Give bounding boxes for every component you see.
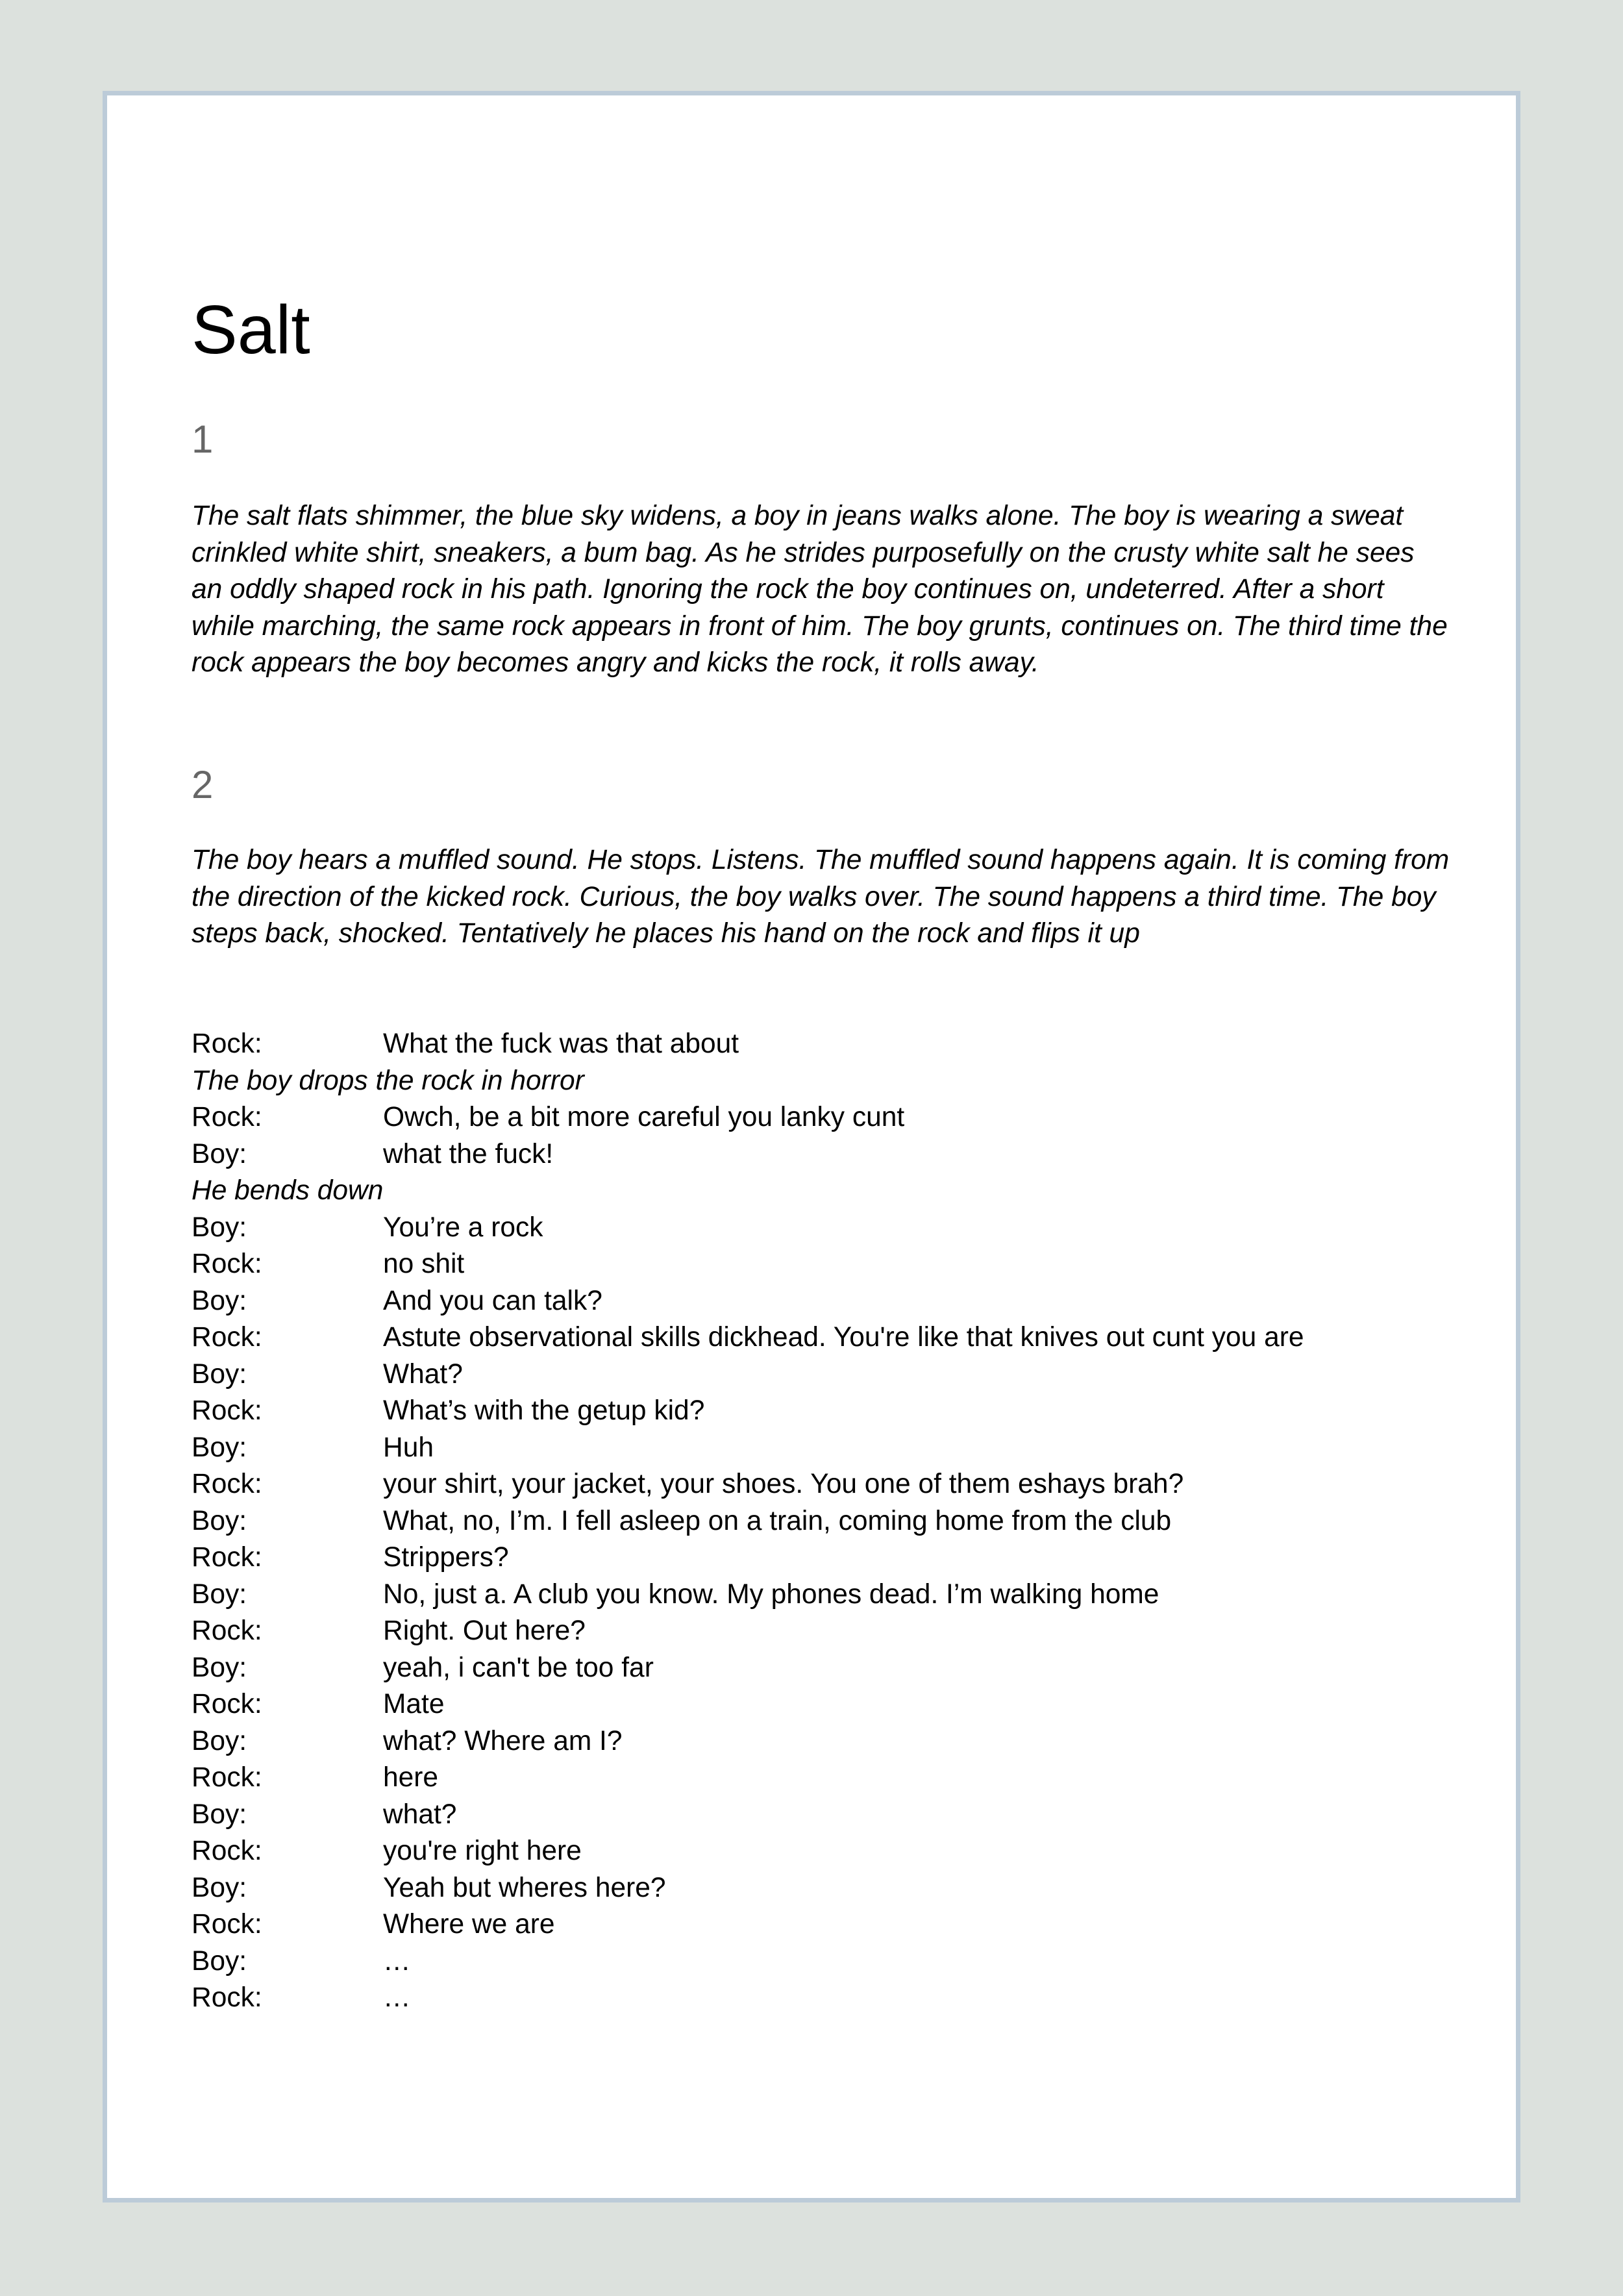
speech-text: here (383, 1762, 439, 1793)
stage-direction (192, 1063, 1451, 1100)
dialogue-line (192, 1393, 1451, 1430)
scene-number-2: 2 (192, 763, 214, 806)
dialogue-line (192, 1577, 1451, 1614)
dialogue-line (192, 1319, 1451, 1356)
dialogue-line (192, 1943, 1451, 1980)
dialogue-line (192, 1980, 1451, 2017)
dialogue-list (192, 1026, 1451, 2017)
speaker-name: Rock: (192, 1102, 262, 1132)
dialogue-line (192, 1356, 1451, 1393)
dialogue-line (192, 1906, 1451, 1943)
stage-direction-text: He bends down (192, 1175, 384, 1206)
speaker-name: Boy: (192, 1505, 247, 1536)
speaker-name: Boy: (192, 1799, 247, 1830)
dialogue-line (192, 1430, 1451, 1467)
dialogue-line (192, 1210, 1451, 1247)
speech-text: Huh (383, 1432, 434, 1463)
speaker-name: Rock: (192, 1909, 262, 1940)
speaker-name: Boy: (192, 1138, 247, 1169)
dialogue-line (192, 1760, 1451, 1797)
dialogue-line (192, 1723, 1451, 1760)
speech-text: Owch, be a bit more careful you lanky cunt (383, 1102, 905, 1132)
speech-text: Where we are (383, 1909, 555, 1940)
speaker-name: Boy: (192, 1872, 247, 1903)
dialogue-line (192, 1650, 1451, 1687)
speaker-name: Boy: (192, 1432, 247, 1463)
scene-1-paragraph: The salt flats shimmer, the blue sky widens, a boy in jeans walks alone. The boy is wearing a sweat crinkled white shirt, sneakers, a bum bag. As he strides purposefully on the crusty white salt he sees an oddly shaped rock in his path. Ignoring the rock the boy continues on, undeterred. After a short while marching, the same rock appears in front of him. The boy grunts, continues on. The third time the rock appears the boy becomes angry and kicks the rock, it rolls away. (192, 501, 1448, 678)
speaker-name: Boy: (192, 1725, 247, 1756)
speech-text: what the fuck! (383, 1138, 554, 1169)
dialogue-line (192, 1246, 1451, 1283)
dialogue-line (192, 1466, 1451, 1503)
speech-text: Mate (383, 1689, 445, 1719)
speech-text: What? (383, 1358, 463, 1390)
speech-text: What, no, I’m. I fell asleep on a train, coming home from the club (383, 1505, 1172, 1536)
speaker-name: Rock: (192, 1762, 262, 1793)
scene-number-1: 1 (192, 418, 214, 461)
speech-text: What’s with the getup kid? (383, 1395, 705, 1426)
dialogue-line (192, 1833, 1451, 1870)
speech-text: You’re a rock (383, 1212, 543, 1243)
speech-text: Right. Out here? (383, 1616, 586, 1646)
speech-text: yeah, i can't be too far (383, 1652, 654, 1683)
speech-text: … (383, 1945, 411, 1977)
speech-text: No, just a. A club you know. My phones dead. I’m walking home (383, 1578, 1159, 1610)
speaker-name: Boy: (192, 1945, 247, 1977)
stage-direction-text: The boy drops the rock in horror (192, 1065, 584, 1096)
document-page (103, 91, 1520, 2202)
speaker-name: Rock: (192, 1322, 262, 1353)
speaker-name: Rock: (192, 1249, 262, 1279)
dialogue-line (192, 1099, 1451, 1136)
dialogue-line (192, 1503, 1451, 1540)
speech-text: Yeah but wheres here? (383, 1872, 666, 1903)
speaker-name: Boy: (192, 1285, 247, 1316)
speaker-name: Rock: (192, 1469, 262, 1499)
speech-text: … (383, 1982, 411, 2013)
scene-2-paragraph: The boy hears a muffled sound. He stops. Listens. The muffled sound happens again. It is coming from the direction of the kicked rock. Curious, the boy walks over. The sound happens a third time. The boy steps back, shocked. Tentatively he places his hand on the rock and flips it up (192, 845, 1450, 949)
dialogue-line (192, 1283, 1451, 1320)
speaker-name: Boy: (192, 1652, 247, 1683)
speaker-name: Rock: (192, 1982, 262, 2013)
speaker-name: Rock: (192, 1542, 262, 1573)
dialogue-line (192, 1686, 1451, 1723)
speech-text: And you can talk? (383, 1285, 602, 1316)
speech-text: you're right here (383, 1836, 582, 1866)
speaker-name: Boy: (192, 1358, 247, 1390)
speaker-name: Rock: (192, 1689, 262, 1719)
speech-text: no shit (383, 1249, 465, 1279)
speech-text: Strippers? (383, 1542, 509, 1573)
speech-text: Astute observational skills dickhead. You're like that knives out cunt you are (383, 1322, 1304, 1353)
dialogue-line (192, 1026, 1451, 1063)
speaker-name: Boy: (192, 1212, 247, 1243)
dialogue-line (192, 1136, 1451, 1173)
dialogue-line (192, 1540, 1451, 1577)
speaker-name: Boy: (192, 1578, 247, 1610)
stage-direction (192, 1173, 1451, 1210)
speaker-name: Rock: (192, 1029, 262, 1059)
speech-text: what? (383, 1799, 457, 1830)
speech-text: your shirt, your jacket, your shoes. You one of them eshays brah? (383, 1469, 1184, 1499)
speaker-name: Rock: (192, 1395, 262, 1426)
dialogue-line (192, 1613, 1451, 1650)
dialogue-line (192, 1797, 1451, 1834)
speaker-name: Rock: (192, 1616, 262, 1646)
speaker-name: Rock: (192, 1836, 262, 1866)
document-title: Salt (192, 292, 310, 368)
speech-text: what? Where am I? (383, 1725, 623, 1756)
dialogue-line (192, 1870, 1451, 1907)
speech-text: What the fuck was that about (383, 1029, 739, 1059)
